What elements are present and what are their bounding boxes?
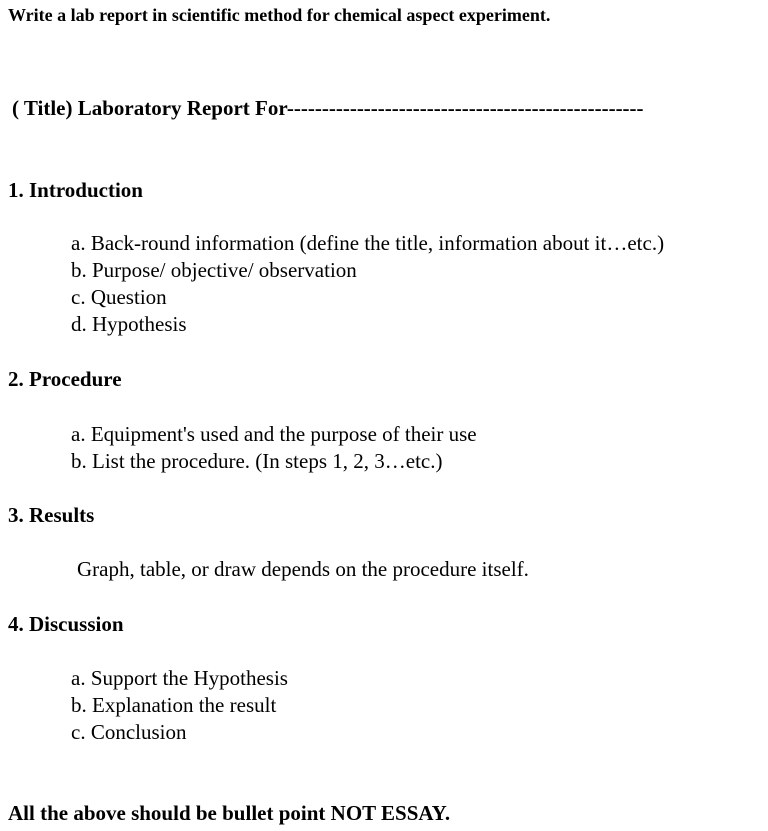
- introduction-list: [71, 230, 664, 338]
- list-item: b. List the procedure. (In steps 1, 2, 3…etc.): [71, 449, 443, 473]
- footer-note: All the above should be bullet point NOT ESSAY.: [8, 801, 451, 825]
- procedure-list: [71, 421, 477, 475]
- section-heading-introduction: 1. Introduction: [8, 178, 143, 202]
- list-item: b. Explanation the result: [71, 693, 277, 717]
- list-item: c. Question: [71, 285, 167, 309]
- list-item: a. Support the Hypothesis: [71, 666, 288, 690]
- discussion-list: [71, 665, 288, 746]
- list-item: b. Purpose/ objective/ observation: [71, 258, 357, 282]
- report-title: ( Title) Laboratory Report For---------------------------------------------------: [12, 96, 644, 120]
- list-item: d. Hypothesis: [71, 312, 187, 336]
- assignment-prompt: Write a lab report in scientific method for chemical aspect experiment.: [8, 5, 551, 25]
- list-item: a. Back-round information (define the title, information about it…etc.): [71, 231, 665, 255]
- list-item: c. Conclusion: [71, 720, 187, 744]
- list-item: a. Equipment's used and the purpose of their use: [71, 422, 477, 446]
- results-description: Graph, table, or draw depends on the procedure itself.: [77, 557, 529, 581]
- section-heading-discussion: 4. Discussion: [8, 612, 124, 636]
- section-heading-results: 3. Results: [8, 503, 95, 527]
- section-heading-procedure: 2. Procedure: [8, 367, 122, 391]
